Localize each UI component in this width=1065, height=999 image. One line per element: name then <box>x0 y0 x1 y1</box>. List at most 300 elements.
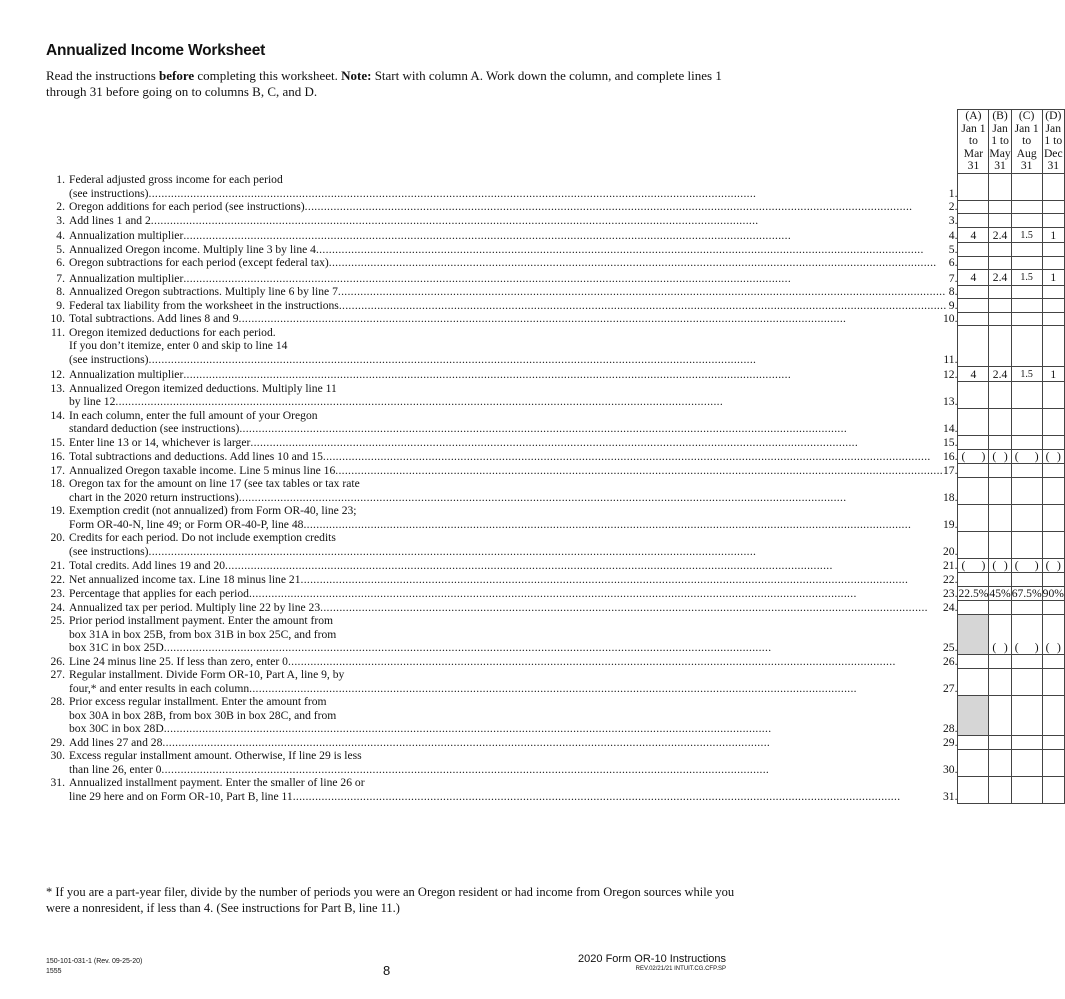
line-description <box>69 450 957 464</box>
preset-value: 2.4 <box>992 228 1008 242</box>
line-text: Exemption credit (not annualized) from Form OR-40, line 23; <box>69 504 357 517</box>
line-label <box>46 586 958 601</box>
entry-box-c[interactable] <box>1011 409 1042 436</box>
line-label <box>46 200 958 214</box>
worksheet-line-13 <box>46 382 1064 409</box>
line-text-row <box>69 695 957 709</box>
preset-value: 4 <box>970 271 977 284</box>
line-text: Oregon itemized deductions for each period. <box>69 325 276 339</box>
entry-box-b[interactable] <box>989 173 1011 200</box>
line-description <box>69 695 957 736</box>
worksheet-line-30 <box>46 749 1064 776</box>
line-label <box>46 601 958 615</box>
line-reference: 23. <box>942 587 958 600</box>
open-paren: ( <box>1014 449 1019 463</box>
line-number: 10. <box>50 312 65 325</box>
entry-box-c[interactable] <box>1011 382 1042 409</box>
entry-box-d[interactable] <box>1042 243 1064 257</box>
close-paren: ) <box>981 449 986 463</box>
entry-box-b[interactable] <box>989 776 1011 803</box>
intro-text-3: Start with column A. Work down the column, and complete lines 1 through 31 before going on to columns B, C, and D. <box>46 68 722 99</box>
line-description <box>69 200 957 214</box>
line-number: 19. <box>50 504 65 517</box>
line-text: Oregon subtractions for each period (except federal tax) <box>69 256 329 269</box>
line-label-wrap <box>46 655 957 669</box>
line-description <box>69 368 957 382</box>
dot-leader <box>239 491 943 505</box>
line-number: 8. <box>56 285 65 298</box>
entry-box-c[interactable] <box>1011 655 1042 669</box>
preset-value: 22.5% <box>958 586 989 600</box>
entry-box-d[interactable] <box>1042 655 1064 669</box>
line-reference: 1. <box>948 186 958 200</box>
entry-box-b[interactable] <box>989 243 1011 257</box>
line-text-row <box>69 200 957 214</box>
close-paren: ) <box>1003 640 1008 654</box>
entry-box-d[interactable] <box>1042 227 1064 243</box>
line-number: 22. <box>50 572 65 586</box>
line-text-row <box>69 736 957 750</box>
line-text: Total subtractions and deductions. Add lines 10 and 15 <box>69 450 323 463</box>
entry-box-c[interactable] <box>1011 326 1042 367</box>
column-header-row <box>46 110 1064 174</box>
line-text: Add lines 1 and 2 <box>69 213 151 227</box>
line-label-wrap <box>46 272 957 286</box>
entry-box-b[interactable] <box>989 449 1011 464</box>
line-text: Line 24 minus line 25. If less than zero, enter 0 <box>69 654 288 668</box>
line-text-row <box>69 628 957 642</box>
entry-box-a[interactable] <box>958 504 989 531</box>
entry-box-d[interactable] <box>1042 601 1064 615</box>
line-number: 4. <box>56 229 65 242</box>
line-reference: 17. <box>942 463 958 477</box>
entry-box-c[interactable] <box>1011 668 1042 695</box>
worksheet-instructions <box>46 68 736 100</box>
line-number: 14. <box>50 408 65 422</box>
entry-box-a[interactable] <box>958 477 989 504</box>
line-description <box>69 173 957 200</box>
line-label <box>46 214 958 228</box>
line-description <box>69 504 957 531</box>
entry-box-c[interactable] <box>1011 477 1042 504</box>
line-text: line 29 here and on Form OR-10, Part B, line 11 <box>69 789 293 803</box>
entry-box-a[interactable] <box>958 776 989 803</box>
close-paren: ) <box>1057 558 1061 572</box>
line-label <box>46 668 958 695</box>
line-label <box>46 776 958 803</box>
entry-box-c[interactable] <box>1011 601 1042 615</box>
line-number: 30. <box>50 749 65 762</box>
line-text-row <box>69 326 957 340</box>
line-number: 31. <box>50 776 65 789</box>
line-number: 6. <box>56 256 65 269</box>
entry-box-a[interactable] <box>958 312 989 326</box>
entry-box-a[interactable] <box>958 299 989 313</box>
entry-box-c[interactable] <box>1011 243 1042 257</box>
column-period-end: Aug 31 <box>1016 146 1037 172</box>
dot-leader <box>115 395 943 409</box>
line-text-row <box>69 504 957 518</box>
line-description <box>69 214 957 228</box>
line-text: Annualized Oregon taxable income. Line 5 minus line 16 <box>69 463 336 477</box>
line-text-row <box>69 395 957 409</box>
line-text-row <box>69 587 957 601</box>
line-text-row <box>69 682 957 696</box>
entry-box-b[interactable] <box>989 382 1011 409</box>
page-number: 8 <box>383 963 391 978</box>
entry-box-a[interactable] <box>958 531 989 558</box>
line-description <box>69 531 957 558</box>
line-label-wrap <box>46 312 957 326</box>
line-text: Total credits. Add lines 19 and 20 <box>69 559 225 572</box>
worksheet-line-29 <box>46 736 1064 750</box>
line-label-wrap <box>46 587 957 601</box>
entry-box-a[interactable] <box>958 558 989 573</box>
entry-box-a[interactable] <box>958 449 989 464</box>
entry-box-a[interactable] <box>958 614 989 655</box>
line-number: 3. <box>56 213 65 227</box>
entry-box-b[interactable] <box>989 200 1011 214</box>
entry-box-d[interactable] <box>1042 299 1064 313</box>
dot-leader <box>239 422 943 436</box>
worksheet-line-26 <box>46 655 1064 669</box>
line-text-row <box>69 299 957 313</box>
line-number: 26. <box>50 654 65 668</box>
entry-box-c[interactable] <box>1011 614 1042 655</box>
entry-box-d[interactable] <box>1042 312 1064 326</box>
line-text: In each column, enter the full amount of your Oregon <box>69 408 318 422</box>
entry-box-d[interactable] <box>1042 382 1064 409</box>
entry-box-c[interactable] <box>1011 586 1042 601</box>
entry-box-d[interactable] <box>1042 586 1064 601</box>
entry-box-c[interactable] <box>1011 736 1042 750</box>
entry-box-a[interactable] <box>958 749 989 776</box>
dot-leader <box>183 368 943 382</box>
entry-box-d[interactable] <box>1042 776 1064 803</box>
entry-box-d[interactable] <box>1042 366 1064 382</box>
line-label-wrap <box>46 504 957 531</box>
dot-leader <box>183 229 948 243</box>
worksheet-line-19 <box>46 504 1064 531</box>
line-text: Annualization multiplier <box>69 271 184 285</box>
entry-box-d[interactable] <box>1042 736 1064 750</box>
line-text: Excess regular installment amount. Otherwise, If line 29 is less <box>69 749 362 762</box>
entry-box-b[interactable] <box>989 477 1011 504</box>
open-paren: ( <box>961 449 966 463</box>
entry-box-a[interactable] <box>958 214 989 228</box>
entry-box-c[interactable] <box>1011 270 1042 286</box>
entry-box-a[interactable] <box>958 382 989 409</box>
entry-box-b[interactable] <box>989 586 1011 601</box>
line-label-wrap <box>46 477 957 504</box>
entry-box-d[interactable] <box>1042 695 1064 736</box>
entry-box-c[interactable] <box>1011 214 1042 228</box>
entry-box-a[interactable] <box>958 655 989 669</box>
line-reference: 14. <box>942 422 958 435</box>
preset-value: 1 <box>1050 271 1057 284</box>
preset-value: 2.4 <box>992 271 1008 284</box>
line-text: box 30C in box 28D <box>69 722 164 735</box>
entry-box-a[interactable] <box>958 409 989 436</box>
line-text-row <box>69 776 957 790</box>
negative-amount-parens <box>1043 641 1064 655</box>
entry-box-c[interactable] <box>1011 776 1042 803</box>
line-text: four,* and enter results in each column <box>69 681 250 695</box>
negative-amount-parens <box>1012 450 1042 464</box>
line-text: Annualization multiplier <box>69 229 184 242</box>
entry-box-b[interactable] <box>989 366 1011 382</box>
line-reference: 2. <box>948 200 958 213</box>
entry-box-a[interactable] <box>958 668 989 695</box>
dot-leader <box>301 573 943 587</box>
line-text: standard deduction (see instructions) <box>69 422 240 435</box>
line-reference: 9. <box>948 298 958 312</box>
line-label-wrap <box>46 736 957 750</box>
entry-box-d[interactable] <box>1042 173 1064 200</box>
line-number: 2. <box>56 200 65 213</box>
entry-box-c[interactable] <box>1011 299 1042 313</box>
entry-box-c[interactable] <box>1011 573 1042 587</box>
line-text-row <box>69 531 957 545</box>
worksheet-line-11 <box>46 326 1064 367</box>
entry-box-d[interactable] <box>1042 449 1064 464</box>
line-description <box>69 573 957 587</box>
entry-box-c[interactable] <box>1011 449 1042 464</box>
entry-box-a[interactable] <box>958 573 989 587</box>
line-label-wrap <box>46 409 957 436</box>
line-text: by line 12 <box>69 395 116 408</box>
entry-box-c[interactable] <box>1011 749 1042 776</box>
line-reference: 6. <box>948 256 958 269</box>
worksheet-line-15 <box>46 436 1064 450</box>
line-text-row <box>69 285 957 299</box>
line-text-row <box>69 573 957 587</box>
entry-box-a[interactable] <box>958 326 989 367</box>
entry-box-a[interactable] <box>958 200 989 214</box>
line-label-wrap <box>46 368 957 382</box>
footnote: * If you are a part-year filer, divide by the number of periods you were an Oregon resident or had income from Oregon sources while you were a nonresident, if less than 4. (See instructions for Part B, line 11.) <box>46 885 735 915</box>
entry-box-c[interactable] <box>1011 200 1042 214</box>
entry-box-a[interactable] <box>958 736 989 750</box>
line-label-wrap <box>46 256 957 270</box>
entry-box-c[interactable] <box>1011 464 1042 478</box>
entry-box-a[interactable] <box>958 464 989 478</box>
entry-box-c[interactable] <box>1011 436 1042 450</box>
entry-box-a[interactable] <box>958 256 989 270</box>
entry-box-a[interactable] <box>958 270 989 286</box>
entry-box-c[interactable] <box>1011 531 1042 558</box>
entry-box-d[interactable] <box>1042 464 1064 478</box>
line-number: 17. <box>50 463 65 477</box>
entry-box-d[interactable] <box>1042 504 1064 531</box>
line-description <box>69 749 957 776</box>
line-label <box>46 382 958 409</box>
entry-box-d[interactable] <box>1042 256 1064 270</box>
entry-box-d[interactable] <box>1042 436 1064 450</box>
entry-box-b[interactable] <box>989 227 1011 243</box>
entry-box-d[interactable] <box>1042 749 1064 776</box>
entry-box-c[interactable] <box>1011 312 1042 326</box>
revision-code: REV.02/21/21 INTUIT.CG.CFP.SP <box>635 966 726 972</box>
entry-box-c[interactable] <box>1011 504 1042 531</box>
preset-value: 1 <box>1050 367 1057 381</box>
line-label <box>46 299 958 313</box>
entry-box-d[interactable] <box>1042 285 1064 299</box>
entry-box-b[interactable] <box>989 601 1011 615</box>
entry-box-c[interactable] <box>1011 285 1042 299</box>
entry-box-b[interactable] <box>989 614 1011 655</box>
line-text: Percentage that applies for each period <box>69 587 249 600</box>
dot-leader <box>305 200 949 214</box>
intro-bold-note: Note: <box>341 68 372 83</box>
entry-box-a[interactable] <box>958 243 989 257</box>
entry-box-b[interactable] <box>989 214 1011 228</box>
negative-amount-parens <box>958 559 988 573</box>
entry-box-d[interactable] <box>1042 409 1064 436</box>
open-paren: ( <box>1045 640 1050 654</box>
line-reference: 18. <box>942 490 958 504</box>
line-description <box>69 776 957 803</box>
line-reference: 29. <box>942 735 958 749</box>
entry-box-a[interactable] <box>958 601 989 615</box>
line-label <box>46 531 958 558</box>
entry-box-b[interactable] <box>989 312 1011 326</box>
line-number: 16. <box>50 450 65 463</box>
negative-amount-parens <box>958 450 988 464</box>
line-label-wrap <box>46 749 957 776</box>
entry-box-d[interactable] <box>1042 214 1064 228</box>
line-text: box 31A in box 25B, from box 31B in box 25C, and from <box>69 627 337 641</box>
open-paren: ( <box>1014 558 1019 572</box>
negative-amount-parens <box>989 450 1010 464</box>
line-reference: 26. <box>942 654 958 668</box>
line-number: 9. <box>56 298 65 312</box>
line-text-row <box>69 477 957 491</box>
entry-box-b[interactable] <box>989 256 1011 270</box>
column-period-start: Jan 1 to <box>961 121 986 147</box>
worksheet-table <box>46 109 1065 804</box>
entry-box-b[interactable] <box>989 531 1011 558</box>
line-label-wrap <box>46 200 957 214</box>
line-label <box>46 504 958 531</box>
entry-box-c[interactable] <box>1011 695 1042 736</box>
entry-box-a[interactable] <box>958 586 989 601</box>
line-reference: 31. <box>942 789 958 803</box>
entry-box-b[interactable] <box>989 436 1011 450</box>
line-text-row <box>69 614 957 628</box>
open-paren: ( <box>992 558 997 572</box>
entry-box-b[interactable] <box>989 749 1011 776</box>
entry-box-a[interactable] <box>958 173 989 200</box>
dot-leader <box>161 763 943 777</box>
entry-box-c[interactable] <box>1011 366 1042 382</box>
line-text-row <box>69 518 957 532</box>
entry-box-b[interactable] <box>989 409 1011 436</box>
line-label <box>46 749 958 776</box>
line-reference: 15. <box>942 435 958 449</box>
line-label <box>46 409 958 436</box>
line-label-wrap <box>46 776 957 803</box>
entry-box-b[interactable] <box>989 695 1011 736</box>
entry-box-b[interactable] <box>989 573 1011 587</box>
line-text-row <box>69 601 957 615</box>
line-text: Prior period installment payment. Enter the amount from <box>69 614 334 627</box>
line-reference: 4. <box>948 229 958 242</box>
entry-box-b[interactable] <box>989 299 1011 313</box>
entry-box-c[interactable] <box>1011 173 1042 200</box>
entry-box-a[interactable] <box>958 366 989 382</box>
line-label <box>46 655 958 669</box>
worksheet-line-2 <box>46 200 1064 214</box>
entry-box-d[interactable] <box>1042 200 1064 214</box>
entry-box-b[interactable] <box>989 326 1011 367</box>
line-number: 18. <box>50 477 65 490</box>
dot-leader <box>249 587 943 601</box>
entry-box-a[interactable] <box>958 227 989 243</box>
entry-box-b[interactable] <box>989 668 1011 695</box>
line-label-wrap <box>46 214 957 228</box>
entry-box-c[interactable] <box>1011 256 1042 270</box>
entry-box-b[interactable] <box>989 270 1011 286</box>
dot-leader <box>151 214 949 228</box>
entry-box-d[interactable] <box>1042 668 1064 695</box>
dot-leader <box>149 187 949 201</box>
line-text: than line 26, enter 0 <box>69 762 162 776</box>
entry-box-d[interactable] <box>1042 573 1064 587</box>
entry-box-a[interactable] <box>958 436 989 450</box>
worksheet-line-27 <box>46 668 1064 695</box>
line-text-row <box>69 790 957 804</box>
entry-box-b[interactable] <box>989 558 1011 573</box>
dot-leader <box>162 736 943 750</box>
entry-box-b[interactable] <box>989 285 1011 299</box>
entry-box-b[interactable] <box>989 655 1011 669</box>
line-text: (see instructions) <box>69 186 149 200</box>
entry-box-b[interactable] <box>989 464 1011 478</box>
line-reference: 13. <box>942 395 958 408</box>
entry-box-d[interactable] <box>1042 326 1064 367</box>
entry-box-c[interactable] <box>1011 558 1042 573</box>
line-text: Enter line 13 or 14, whichever is larger <box>69 435 251 449</box>
entry-box-b[interactable] <box>989 504 1011 531</box>
close-paren: ) <box>1057 449 1061 463</box>
line-label-wrap <box>46 450 957 464</box>
entry-box-d[interactable] <box>1042 531 1064 558</box>
dot-leader <box>249 682 943 696</box>
entry-box-b[interactable] <box>989 736 1011 750</box>
column-period-end: Dec 31 <box>1043 146 1063 172</box>
line-label <box>46 285 958 299</box>
dot-leader <box>183 272 948 286</box>
entry-box-d[interactable] <box>1042 477 1064 504</box>
line-text: Net annualized income tax. Line 18 minus line 21 <box>69 572 301 586</box>
entry-box-a[interactable] <box>958 285 989 299</box>
line-text-row <box>69 187 957 201</box>
entry-box-d[interactable] <box>1042 270 1064 286</box>
column-period-start: Jan 1 to <box>1014 121 1039 147</box>
worksheet-line-18 <box>46 477 1064 504</box>
entry-box-d[interactable] <box>1042 614 1064 655</box>
worksheet-line-28 <box>46 695 1064 736</box>
negative-amount-parens <box>1043 450 1064 464</box>
dot-leader <box>239 312 943 326</box>
line-reference: 28. <box>942 722 958 735</box>
line-description <box>69 382 957 409</box>
entry-box-c[interactable] <box>1011 227 1042 243</box>
entry-box-a[interactable] <box>958 695 989 736</box>
column-letter: (A) <box>965 109 982 122</box>
entry-box-d[interactable] <box>1042 558 1064 573</box>
